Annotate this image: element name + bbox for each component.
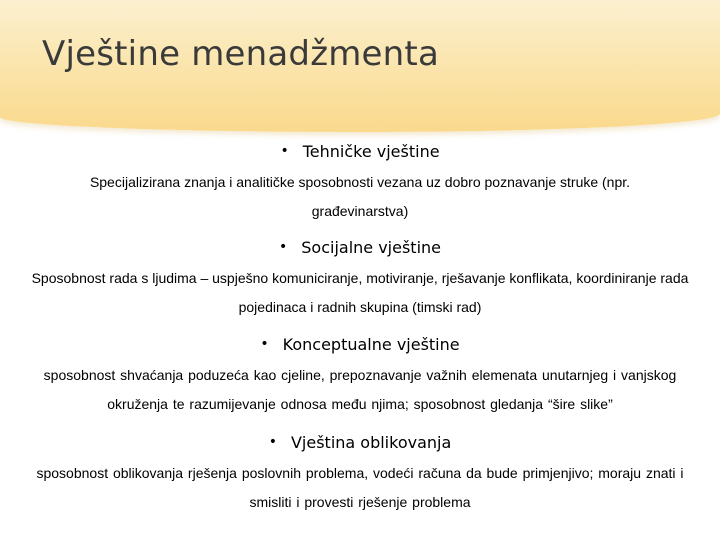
section-heading-label: Tehničke vještine xyxy=(302,141,440,161)
section-heading-konceptualne xyxy=(0,331,720,357)
section-heading-oblikovanja xyxy=(0,429,720,455)
bullet-icon: • xyxy=(260,336,269,352)
section-heading-label: Socijalne vještine xyxy=(301,237,441,257)
bullet-icon: • xyxy=(280,143,289,159)
section-heading-label: Vještina oblikovanja xyxy=(290,432,452,452)
bullet-icon: • xyxy=(278,239,288,255)
section-description-konceptualne: sposobnost shvaćanja poduzeća kao cjeline, prepoznavanje važnih elemenata unutarnjeg i vanjskog okruženja te razumijevanje odnosa među njima; sposobnost gledanja “šire slike” xyxy=(43,367,677,412)
section-heading-socijalne xyxy=(0,234,720,260)
section-heading-label: Konceptualne vještine xyxy=(282,334,460,354)
section-description-tehnicke: Specijalizirana znanja i analitičke sposobnosti vezana uz dobro poznavanje struke (npr. građevinarstva) xyxy=(89,174,631,219)
section-description-oblikovanja: sposobnost oblikovanja rješenja poslovnih problema, vodeći računa da bude primjenjivo; moraju znati i smisliti i provesti rješenje problema xyxy=(36,465,684,510)
section-description-socijalne: Sposobnost rada s ljudima – uspješno komuniciranje, motiviranje, rješavanje konflikata, koordiniranje rada pojedinaca i radnih skupina (timski rad) xyxy=(31,270,689,315)
section-heading-tehnicke xyxy=(0,138,720,164)
bullet-icon: • xyxy=(268,434,277,450)
slide-content xyxy=(0,138,720,517)
slide-title: Vještine menadžmenta xyxy=(42,34,439,74)
